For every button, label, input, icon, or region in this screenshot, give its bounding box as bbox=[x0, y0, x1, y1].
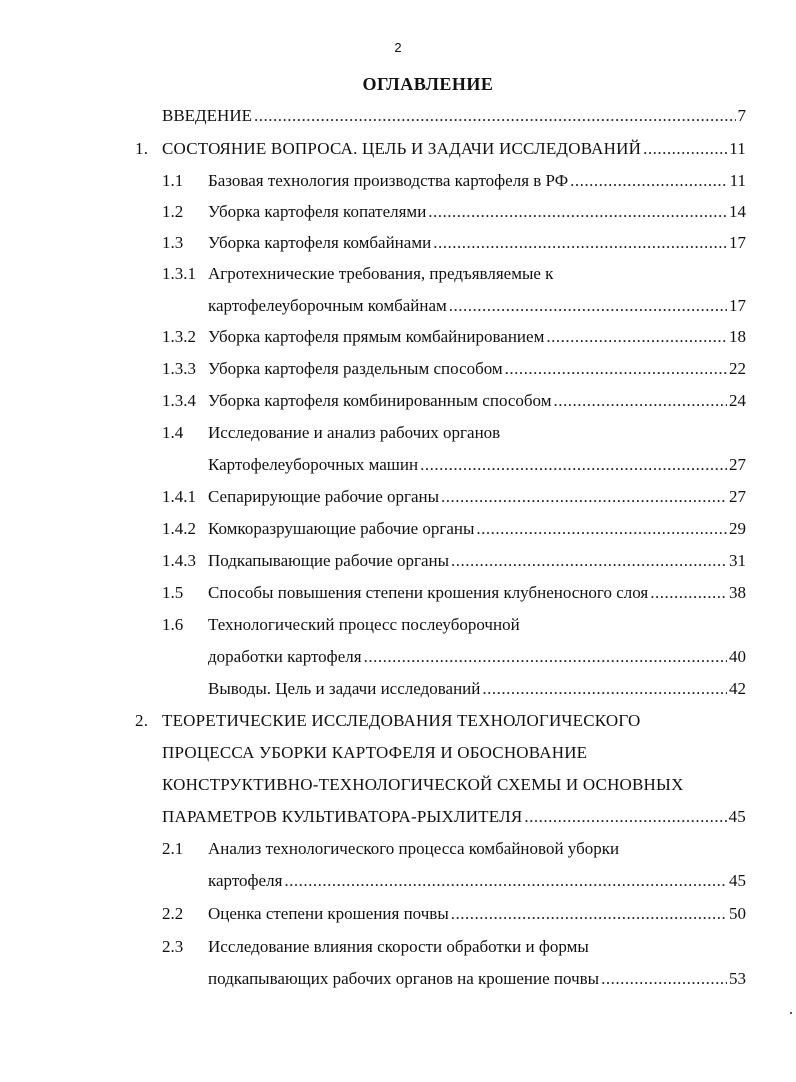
toc-entry-1-2 bbox=[0, 199, 796, 225]
toc-leader bbox=[451, 901, 727, 927]
toc-entry-1-6-cont bbox=[0, 644, 796, 670]
toc-entry-number: 2.3 bbox=[162, 937, 184, 956]
toc-entry-conclusions bbox=[0, 676, 796, 702]
toc-entry-title: ПАРАМЕТРОВ КУЛЬТИВАТОРА-РЫХЛИТЕЛЯ bbox=[162, 807, 523, 826]
toc-leader bbox=[476, 516, 727, 542]
toc-entry-page: 27 bbox=[729, 455, 746, 474]
toc-entry-title: Технологический процесс послеуборочной bbox=[208, 615, 520, 634]
toc-entry-title: Уборка картофеля раздельным способом bbox=[208, 359, 503, 378]
toc-leader bbox=[433, 230, 727, 256]
toc-entry-title: доработки картофеля bbox=[208, 647, 362, 666]
toc-entry-1-4-cont bbox=[0, 452, 796, 478]
toc-entry-1-5 bbox=[0, 580, 796, 606]
toc-entry-1-4 bbox=[0, 420, 796, 446]
toc-entry-number: 1.2 bbox=[162, 202, 184, 221]
toc-entry-number: 2.2 bbox=[162, 904, 184, 923]
toc-entry-title: Способы повышения степени крошения клубненосного слоя bbox=[208, 583, 649, 602]
toc-entry-1-3-1 bbox=[0, 261, 796, 287]
toc-entry-2-3 bbox=[0, 934, 796, 960]
toc-entry-1-3 bbox=[0, 230, 796, 256]
toc-entry-page: 29 bbox=[729, 519, 746, 538]
toc-leader bbox=[505, 356, 727, 382]
toc-entry-1-1 bbox=[0, 168, 796, 194]
toc-leader bbox=[482, 676, 727, 702]
toc-entry-number: 1.5 bbox=[162, 583, 184, 602]
toc-entry-2-2 bbox=[0, 901, 796, 927]
toc-entry-1-3-1-cont bbox=[0, 293, 796, 319]
toc-entry-page: 38 bbox=[729, 583, 746, 602]
toc-entry-number: 1.1 bbox=[162, 171, 184, 190]
toc-entry-1-3-3 bbox=[0, 356, 796, 382]
toc-entry-title: СОСТОЯНИЕ ВОПРОСА. ЦЕЛЬ И ЗАДАЧИ ИССЛЕДОВАНИЙ bbox=[162, 139, 642, 158]
toc-leader bbox=[449, 293, 727, 319]
toc-entry-title: Уборка картофеля копателями bbox=[208, 202, 427, 221]
toc-leader bbox=[546, 324, 727, 350]
toc-entry-page: 7 bbox=[737, 106, 746, 125]
toc-leader bbox=[650, 580, 727, 606]
toc-entry-chapter-1 bbox=[0, 136, 796, 162]
toc-entry-page: 24 bbox=[729, 391, 746, 410]
toc-entry-title: Исследование и анализ рабочих органов bbox=[208, 423, 501, 442]
toc-leader bbox=[570, 168, 727, 194]
toc-entry-page: 11 bbox=[729, 139, 746, 158]
toc-entry-number: 1.4.3 bbox=[162, 551, 196, 570]
toc-entry-page: 50 bbox=[729, 904, 746, 923]
toc-leader bbox=[284, 868, 727, 894]
toc-entry-title: Комкоразрушающие рабочие органы bbox=[208, 519, 475, 538]
toc-entry-page: 45 bbox=[729, 871, 746, 890]
page-number: 2 bbox=[394, 40, 402, 55]
toc-entry-page: 11 bbox=[729, 171, 746, 190]
toc-entry-title: Подкапывающие рабочие органы bbox=[208, 551, 450, 570]
toc-entry-title: ВВЕДЕНИЕ bbox=[162, 106, 252, 125]
toc-entry-title: ПРОЦЕССА УБОРКИ КАРТОФЕЛЯ И ОБОСНОВАНИЕ bbox=[162, 743, 588, 762]
toc-entry-page: 45 bbox=[728, 807, 746, 826]
toc-entry-title: Исследование влияния скорости обработки и формы bbox=[208, 937, 589, 956]
toc-entry-title: Уборка картофеля комбинированным способом bbox=[208, 391, 552, 410]
toc-entry-title: картофелеуборочным комбайнам bbox=[208, 296, 447, 315]
toc-leader bbox=[364, 644, 727, 670]
toc-entry-page: 53 bbox=[729, 969, 746, 988]
toc-entry-number: 2. bbox=[135, 711, 149, 730]
toc-entry-2-3-cont bbox=[0, 966, 796, 992]
toc-entry-title: подкапывающих рабочих органов на крошение почвы bbox=[208, 969, 600, 988]
toc-entry-1-4-2 bbox=[0, 516, 796, 542]
toc-leader bbox=[451, 548, 727, 574]
toc-heading: ОГЛАВЛЕНИЕ bbox=[362, 74, 494, 94]
toc-entry-2-1-cont bbox=[0, 868, 796, 894]
toc-entry-1-3-4 bbox=[0, 388, 796, 414]
toc-entry-title: КОНСТРУКТИВНО-ТЕХНОЛОГИЧЕСКОЙ СХЕМЫ И ОСНОВНЫХ bbox=[162, 775, 684, 794]
toc-entry-number: 1.3.4 bbox=[162, 391, 196, 410]
toc-leader bbox=[441, 484, 727, 510]
toc-entry-title: Выводы. Цель и задачи исследований bbox=[208, 679, 481, 698]
toc-entry-title: Сепарирующие рабочие органы bbox=[208, 487, 440, 506]
toc-leader bbox=[554, 388, 728, 414]
toc-entry-page: 27 bbox=[729, 487, 746, 506]
toc-entry-introduction bbox=[0, 103, 796, 129]
toc-entry-title: Уборка картофеля комбайнами bbox=[208, 233, 432, 252]
toc-entry-page: 31 bbox=[729, 551, 746, 570]
toc-entry-title: Оценка степени крошения почвы bbox=[208, 904, 449, 923]
toc-entry-number: 1.3.1 bbox=[162, 264, 196, 283]
scan-speck bbox=[790, 1012, 792, 1014]
toc-entry-title: Агротехнические требования, предъявляемые к bbox=[208, 264, 554, 283]
toc-entry-number: 2.1 bbox=[162, 839, 184, 858]
toc-entry-1-4-3 bbox=[0, 548, 796, 574]
toc-entry-number: 1.3.2 bbox=[162, 327, 196, 346]
toc-entry-number: 1. bbox=[135, 139, 149, 158]
toc-entry-page: 17 bbox=[729, 233, 746, 252]
toc-leader bbox=[420, 452, 727, 478]
toc-entry-title: Уборка картофеля прямым комбайнированием bbox=[208, 327, 545, 346]
toc-entry-title: Картофелеуборочных машин bbox=[208, 455, 419, 474]
toc-entry-chapter-2-cont-1 bbox=[0, 740, 796, 766]
toc-entry-number: 1.6 bbox=[162, 615, 184, 634]
toc-entry-number: 1.4.1 bbox=[162, 487, 196, 506]
toc-entry-chapter-2-cont-2 bbox=[0, 772, 796, 798]
toc-entry-2-1 bbox=[0, 836, 796, 862]
toc-entry-1-3-2 bbox=[0, 324, 796, 350]
toc-entry-number: 1.3.3 bbox=[162, 359, 196, 378]
toc-leader bbox=[643, 136, 727, 162]
toc-entry-title: ТЕОРЕТИЧЕСКИЕ ИССЛЕДОВАНИЯ ТЕХНОЛОГИЧЕСКОГО bbox=[162, 711, 641, 730]
toc-entry-page: 14 bbox=[729, 202, 746, 221]
toc-entry-page: 42 bbox=[729, 679, 746, 698]
toc-leader bbox=[524, 804, 726, 830]
toc-entry-title: картофеля bbox=[208, 871, 283, 890]
toc-entry-1-4-1 bbox=[0, 484, 796, 510]
toc-entry-1-6 bbox=[0, 612, 796, 638]
toc-entry-page: 17 bbox=[729, 296, 746, 315]
toc-entry-page: 22 bbox=[729, 359, 746, 378]
toc-leader bbox=[428, 199, 727, 225]
toc-entry-chapter-2 bbox=[0, 708, 796, 734]
toc-entry-page: 40 bbox=[729, 647, 746, 666]
toc-leader bbox=[254, 103, 736, 129]
toc-entry-title: Базовая технология производства картофеля в РФ bbox=[208, 171, 569, 190]
toc-entry-number: 1.3 bbox=[162, 233, 184, 252]
toc-entry-title: Анализ технологического процесса комбайновой уборки bbox=[208, 839, 620, 858]
toc-entry-number: 1.4.2 bbox=[162, 519, 196, 538]
toc-entry-chapter-2-cont-3 bbox=[0, 804, 796, 830]
toc-leader bbox=[601, 966, 727, 992]
toc-entry-number: 1.4 bbox=[162, 423, 184, 442]
toc-entry-page: 18 bbox=[729, 327, 746, 346]
